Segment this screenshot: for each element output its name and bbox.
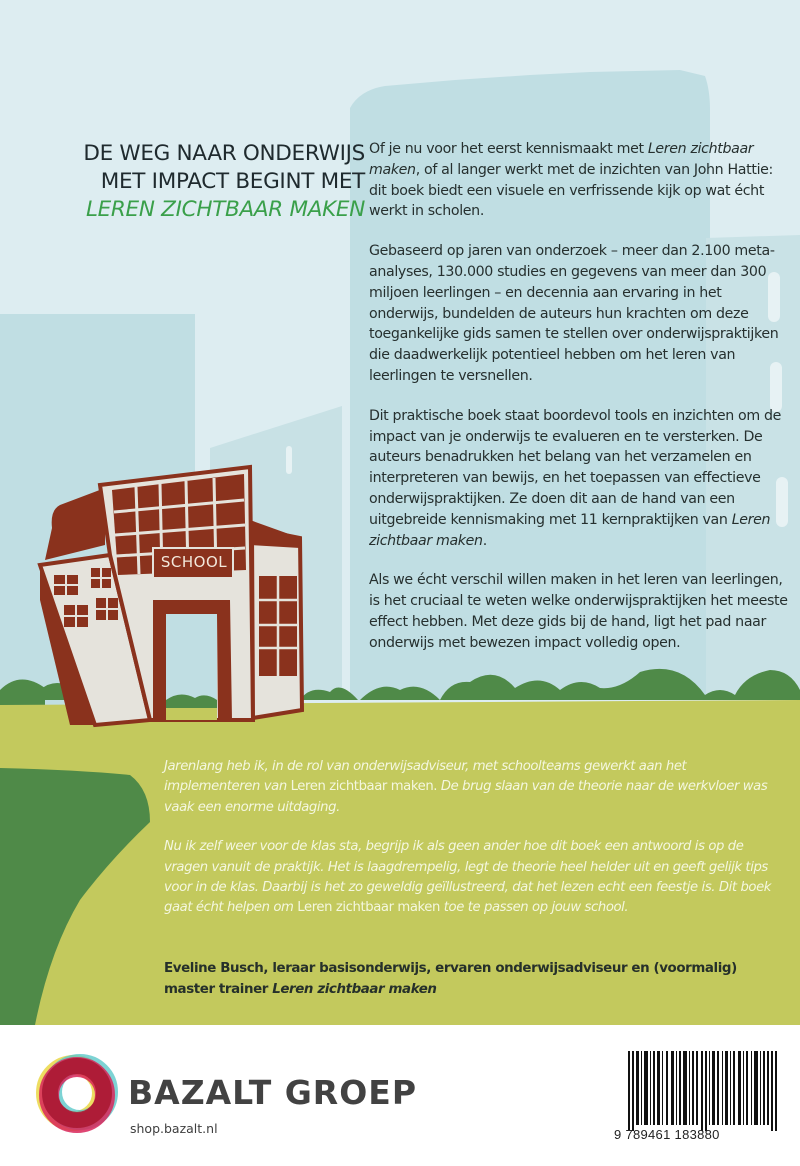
headline-line-3: LEREN ZICHTBAAR MAKEN: [85, 197, 365, 222]
blurb-paragraph-1: [369, 139, 789, 222]
publisher-name: BAZALT GROEP: [128, 1073, 418, 1112]
book-title: Leren zichtbaar maken.: [290, 779, 438, 795]
shop-url-link[interactable]: shop.bazalt.nl: [130, 1121, 218, 1136]
book-title: Leren zichtbaar maken: [297, 900, 440, 916]
text: Jarenlang heb ik, in de rol van onderwijsadviseur, met schoolteams gewerkt aan het implementeren van: [164, 759, 687, 795]
headline-line-1: DE WEG NAAR ONDERWIJS: [83, 141, 365, 166]
text: Dit praktische boek staat boordevol tools en inzichten om de impact van je onderwijs te evalueren en te versterken. De auteurs benadrukken het belang van het verzamelen en interpreteren van bewijs, en het toepassen van effectieve onderwijspraktijken. Ze doen dit aan de hand van een uitgebreide kennismaking met 11 kernpraktijken van: [369, 407, 782, 528]
text: Of je nu voor het eerst kennismaakt met: [369, 141, 648, 157]
isbn-number: 9 789461 183880: [614, 1127, 720, 1142]
testimonial-attribution: [164, 958, 774, 1000]
text: , of al langer werkt met de inzichten van John Hattie: dit boek biedt een visuele en verfrissende kijk op wat écht werkt in scholen.: [369, 161, 773, 220]
book-title-emphasis: Leren zichtbaar maken: [272, 982, 437, 997]
headline-line-2: MET IMPACT BEGINT MET: [100, 169, 365, 194]
headline: [30, 140, 365, 224]
blurb-text: [369, 139, 789, 673]
barcode: [626, 1051, 786, 1131]
book-title-emphasis: Leren zichtbaar maken: [369, 511, 771, 549]
bazalt-logo-icon: [36, 1052, 118, 1134]
quote-paragraph-1: [164, 757, 774, 818]
blurb-paragraph-4: Als we écht verschil willen maken in het leren van leerlingen, is het cruciaal te weten welke onderwijspraktijken het meeste effect hebben. Met deze gids bij de hand, ligt het pad naar onderwijs met bewezen impact volledig open.: [369, 572, 788, 651]
school-sign: SCHOOL: [160, 553, 228, 571]
book-title-emphasis: Leren zichtbaar maken: [369, 141, 754, 178]
blurb-paragraph-2: Gebaseerd op jaren van onderzoek – meer dan 2.100 meta-analyses, 130.000 studies en gegevens van meer dan 300 miljoen leerlingen – en decennia aan ervaring in het onderwijs, bundelden de auteurs hun krachten om deze toegankelijke gids samen te stellen over onderwijspraktijken die daadwerkelijk potentieel hebben om het leren van leerlingen te versnellen.: [369, 243, 779, 384]
quote-paragraph-2: [164, 837, 774, 919]
text: De brug slaan van de theorie naar de werkvloer was vaak een enorme uitdaging.: [164, 779, 768, 815]
text: Nu ik zelf weer voor de klas sta, begrijp ik als geen ander hoe dit boek een antwoord is op de vragen vanuit de praktijk. Het is laagdrempelig, legt de theorie heel helder uit en geeft gelijk tips voor in de klas. Daarbij is het zo geweldig geïllustreerd, dat het lezen echt een feestje is. Dit boek gaat écht helpen om: [164, 839, 772, 916]
blurb-paragraph-3: [369, 406, 789, 552]
text: Eveline Busch, leraar basisonderwijs, ervaren onderwijsadviseur en (voormalig) master trainer: [164, 961, 737, 997]
text: toe te passen op jouw school.: [439, 900, 629, 916]
text: .: [482, 532, 487, 549]
testimonial-quote: [164, 757, 774, 938]
